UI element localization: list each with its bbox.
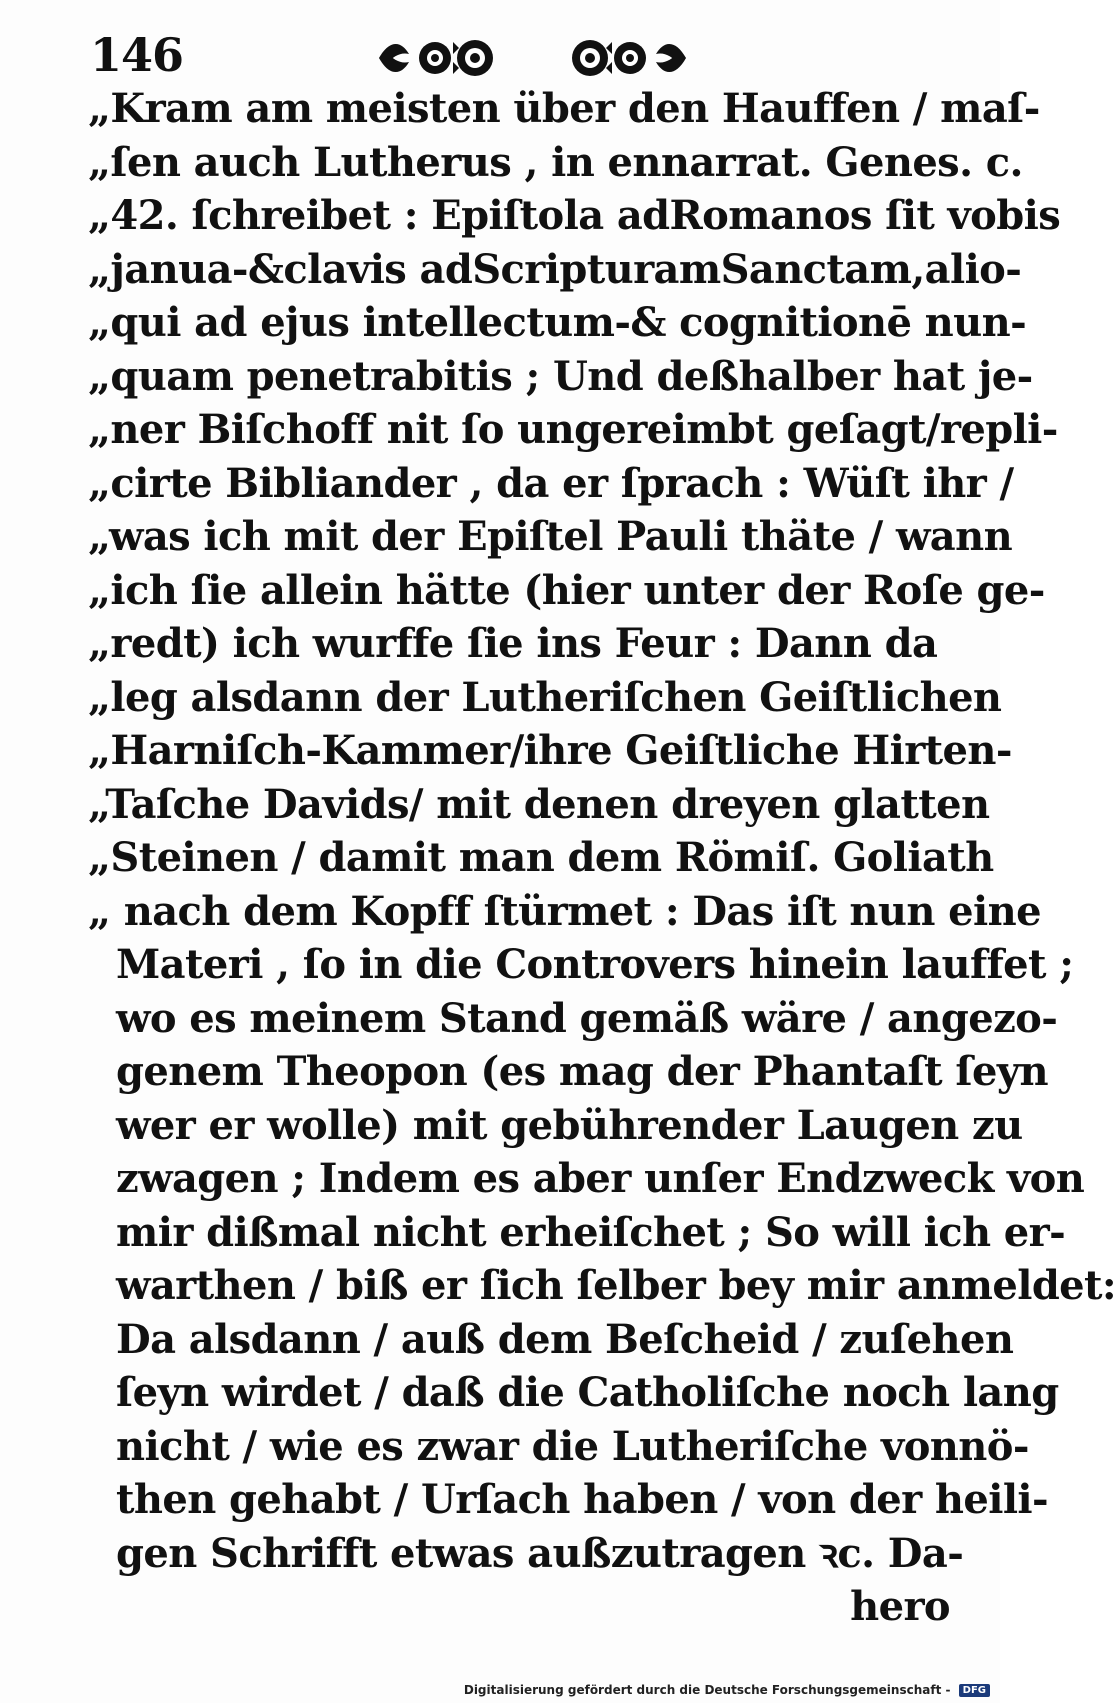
- text-line: ſeyn wirdet / daß die Catholiſche noch lang: [116, 1369, 1059, 1416]
- text-line: „42. ſchreibet : Epiſtola adRomanos ſit vobis: [88, 192, 1061, 239]
- text-line: „ nach dem Kopff ſtürmet : Das iſt nun eine: [88, 887, 1041, 935]
- text-line: warthen / biß er ſich ſelber bey mir anmeldet:: [116, 1262, 1116, 1309]
- text-line: „Harniſch-Kammer/ihre Geiſtliche Hirten-: [88, 727, 1012, 774]
- text-line: „qui ad ejus intellectum-& cognitionē nun-: [88, 299, 1027, 346]
- text-line: wo es meinem Stand gemäß wäre / angezo-: [116, 994, 1058, 1042]
- text-line: Da alsdann / auß dem Beſcheid / zuſehen: [116, 1315, 1014, 1363]
- text-line: then gehabt / Urſach haben / von der heili-: [116, 1476, 1049, 1523]
- dfg-logo-icon: DFG: [959, 1684, 990, 1697]
- text-line: wer er wolle) mit gebührender Laugen zu: [116, 1101, 1023, 1149]
- text-line: mir dißmal nicht erheiſchet ; So will ich er-: [116, 1208, 1066, 1256]
- text-line: „leg alsdann der Lutheriſchen Geiſtlichen: [88, 673, 1002, 721]
- text-line: „quam penetrabitis ; Und deßhalber hat je-: [88, 352, 1033, 400]
- text-line: zwagen ; Indem es aber unſer Endzweck von: [116, 1155, 1085, 1202]
- text-line: „redt) ich wurffe ſie ins Feur : Dann da: [88, 620, 938, 667]
- text-line: „was ich mit der Epiſtel Pauli thäte / wann: [88, 513, 1013, 560]
- footer-text: Digitalisierung gefördert durch die Deutsche Forschungsgemeinschaft -: [463, 1683, 951, 1697]
- text-line: „janua-&clavis adScripturamSanctam,alio-: [88, 245, 1022, 293]
- body-text: [88, 82, 1116, 1634]
- ornament-right-icon: [560, 30, 690, 86]
- text-line: „Taſche Davids/ mit denen dreyen glatten: [88, 780, 990, 828]
- page-number: 146: [90, 28, 184, 82]
- catchword: hero: [850, 1583, 950, 1630]
- text-line: „cirte Bibliander , da er ſprach : Wüſt ihr /: [88, 459, 1014, 507]
- text-line: genem Theopon (es mag der Phantaſt ſeyn: [116, 1048, 1048, 1095]
- text-line: „ner Biſchoff nit ſo ungereimbt geſagt/repli-: [88, 406, 1058, 453]
- text-line: „Steinen / damit man dem Römiſ. Goliath: [88, 834, 994, 881]
- ornament-left-icon: [375, 30, 505, 86]
- digitization-footer: [0, 1683, 990, 1697]
- text-line: gen Schrifft etwas außzutragen ꝛc. Da-: [116, 1529, 964, 1577]
- text-line: „Kram am meisten über den Hauffen / maſ-: [88, 85, 1040, 132]
- text-line: Materi , ſo in die Controvers hinein lauffet ;: [116, 941, 1074, 988]
- text-line: nicht / wie es zwar die Lutheriſche vonnö-: [116, 1422, 1029, 1470]
- text-line: „ich ſie allein hätte (hier unter der Roſe ge-: [88, 566, 1045, 614]
- text-line: „ſen auch Lutherus , in ennarrat. Genes. c.: [88, 138, 1023, 186]
